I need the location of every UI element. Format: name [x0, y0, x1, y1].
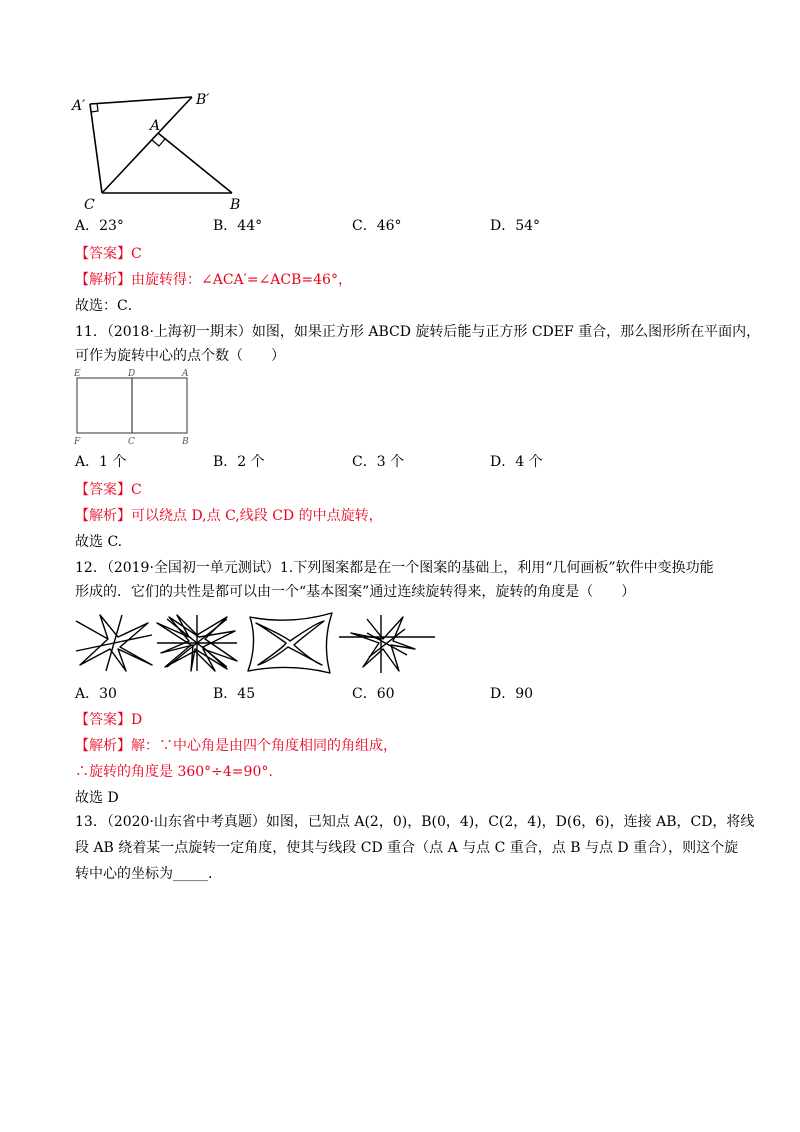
- square-abcd: [132, 378, 187, 433]
- q10-option-d: D．54°: [490, 218, 541, 234]
- q11-stem-line-2: 可作为旋转中心的点个数（ ）: [75, 348, 285, 364]
- segment-c-b-prime: [102, 97, 192, 193]
- label-e: E: [74, 369, 81, 379]
- label-b-prime: B′: [196, 92, 210, 108]
- answer-tag: 【答案】: [75, 246, 131, 262]
- q12-analysis-line-2: ∴旋转的角度是 360°÷4=90°.: [75, 764, 273, 780]
- q11-analysis: [75, 506, 383, 526]
- q13-stem-line-1: 13．（2020·山东省中考真题）如图，已知点 A(2，0)，B(0，4)，C(2，4)，D(6，6)，连接 AB，CD，将线: [75, 814, 755, 830]
- square-cdef: [77, 378, 132, 433]
- label-a-prime: A′: [72, 98, 86, 114]
- label-a: A: [150, 118, 161, 134]
- pattern-2: [157, 615, 237, 671]
- analysis-tag: 【解析】: [75, 272, 131, 288]
- q12-option-d: D．90: [490, 686, 534, 702]
- q13-stem-line-2: 段 AB 绕着某一点旋转一定角度，使其与线段 CD 重合（点 A 与点 C 重合，点 B 与点 D 重合），则这个旋: [75, 840, 739, 856]
- segment-a-prime-c: [90, 104, 102, 193]
- q12-stem-line-2: 形成的．它们的共性是都可以由一个“基本图案”通过连续旋转得来，旋转的角度是（ ）: [75, 584, 636, 600]
- pattern-4: [339, 615, 435, 673]
- q10-conclusion: 故选：C．: [75, 298, 142, 314]
- q12-stem-line-1: 12．（2019·全国初一单元测试）1.下列图案都是在一个图案的基础上，利用“几何画板”软件中变换功能: [75, 560, 714, 576]
- segment-a-prime-b-prime: [90, 97, 192, 104]
- answer-value: D: [131, 712, 143, 728]
- q10-answer: [75, 244, 142, 264]
- answer-value: C: [131, 482, 142, 498]
- analysis-tag: 【解析】: [75, 738, 131, 754]
- q12-option-b: B．45: [213, 686, 256, 702]
- right-angle-mark-a: [152, 139, 165, 146]
- analysis-text: 可以绕点 D,点 C,线段 CD 的中点旋转，: [131, 508, 383, 524]
- analysis-tag: 【解析】: [75, 508, 131, 524]
- analysis-text: 解：∵中心角是由四个角度相同的角组成，: [131, 738, 397, 754]
- label-a: A: [182, 369, 189, 379]
- answer-tag: 【答案】: [75, 712, 131, 728]
- q11-option-b: B．2 个: [213, 454, 265, 470]
- pattern-3: [248, 613, 332, 673]
- answer-tag: 【答案】: [75, 482, 131, 498]
- q10-option-a: A．23°: [75, 218, 124, 234]
- q12-figures: [72, 612, 442, 674]
- q12-option-c: C．60: [352, 686, 395, 702]
- q10-option-b: B．44°: [213, 218, 263, 234]
- q10-figure: [70, 88, 250, 213]
- answer-value: C: [131, 246, 142, 262]
- q11-option-c: C．3 个: [352, 454, 405, 470]
- q11-figure: [72, 368, 194, 448]
- analysis-text: 由旋转得：∠ACA′=∠ACB=46°，: [131, 272, 352, 288]
- q11-option-a: A．1 个: [75, 454, 127, 470]
- q10-option-c: C．46°: [352, 218, 402, 234]
- label-c: C: [128, 437, 135, 447]
- q11-stem-line-1: 11．（2018·上海初一期末）如图，如果正方形 ABCD 旋转后能与正方形 CDEF 重合，那么图形所在平面内，: [75, 324, 761, 340]
- segment-a-b: [158, 133, 232, 193]
- q12-conclusion: 故选 D: [75, 790, 119, 806]
- label-c: C: [84, 197, 95, 213]
- q11-answer: [75, 480, 142, 500]
- q12-analysis: [75, 736, 397, 756]
- q12-option-a: A．30: [75, 686, 117, 702]
- pattern-1: [76, 615, 152, 671]
- q11-option-d: D．4 个: [490, 454, 543, 470]
- label-f: F: [74, 437, 81, 447]
- q11-conclusion: 故选 C.: [75, 534, 123, 550]
- label-b: B: [230, 197, 241, 213]
- label-d: D: [128, 369, 136, 379]
- label-b: B: [182, 437, 189, 447]
- q12-answer: [75, 710, 142, 730]
- q13-stem-line-3: 转中心的坐标为_____.: [75, 866, 213, 882]
- q10-analysis: [75, 270, 352, 290]
